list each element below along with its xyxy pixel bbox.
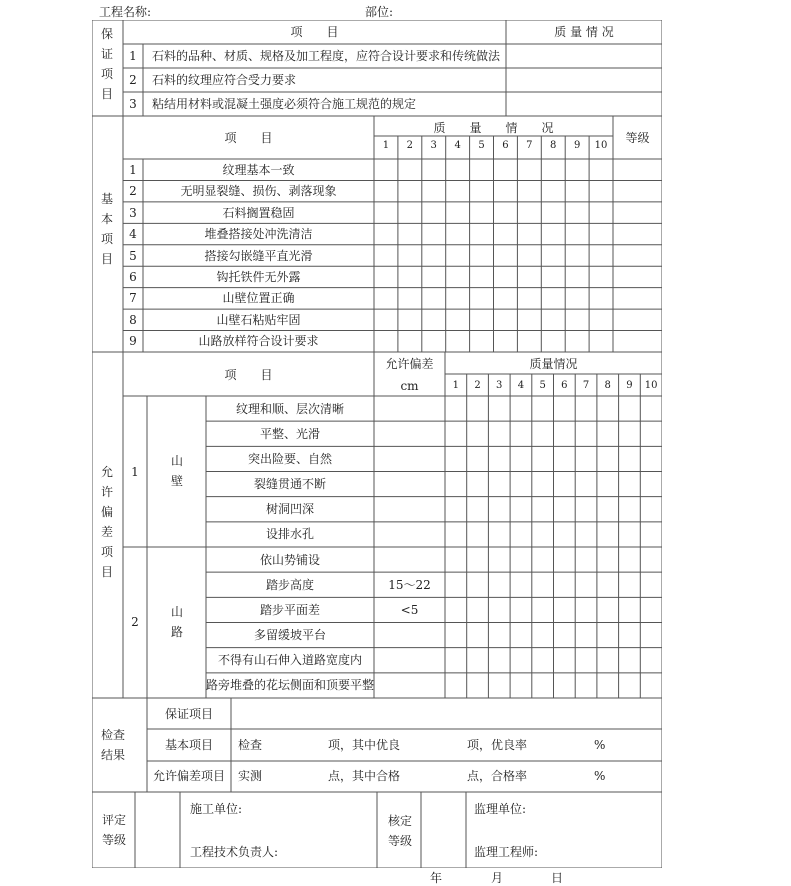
tolerance-col-number: 3 xyxy=(496,380,503,391)
footer-month: 月 xyxy=(491,871,504,885)
tolerance-pass-text: 点，其中合格 xyxy=(328,769,401,783)
basic-item-text: 山壁石粘贴牢固 xyxy=(216,312,301,327)
supervisor-label: 监理单位: xyxy=(474,802,527,816)
basic-item-no: 3 xyxy=(129,205,137,220)
basic-item-text: 山壁位置正确 xyxy=(222,291,295,306)
tolerance-item-text: 平整、光滑 xyxy=(259,426,320,441)
basic-item-no: 1 xyxy=(129,162,137,177)
basic-col-number: 2 xyxy=(406,140,414,151)
basic-item-no: 7 xyxy=(129,291,137,306)
guarantee-section-label: 保证项目 xyxy=(100,27,113,101)
tolerance-item-text: 踏步高度 xyxy=(265,577,314,592)
basic-item-text: 石料搁置稳固 xyxy=(222,205,295,220)
tolerance-item-text: 多留缓坡平台 xyxy=(253,628,326,643)
tolerance-section-label: 允许偏差项目 xyxy=(100,465,113,579)
tolerance-col-number: 1 xyxy=(452,380,460,391)
tolerance-col-number: 10 xyxy=(644,380,658,391)
builder-label: 施工单位: xyxy=(190,802,243,816)
basic-item-no: 4 xyxy=(129,227,137,242)
basic-grade-header: 等级 xyxy=(625,131,650,145)
tolerance-quality-header: 质量情况 xyxy=(529,357,578,371)
location-label: 部位: xyxy=(365,5,394,19)
basic-item-text: 搭接勾嵌缝平直光滑 xyxy=(204,248,313,263)
basic-rate-text: 项，优良率 xyxy=(467,738,528,752)
tolerance-group-name: 山壁 xyxy=(170,454,183,488)
tolerance-item-text: 裂缝贯通不断 xyxy=(253,477,326,492)
basic-section-label: 基本项目 xyxy=(100,192,113,266)
basic-col-number: 8 xyxy=(550,140,557,151)
project-name-label: 工程名称: xyxy=(99,5,152,19)
result-section-label: 检查结果 xyxy=(100,728,125,762)
footer-day: 日 xyxy=(551,871,564,885)
tolerance-measure-text: 实测 xyxy=(238,769,263,783)
tolerance-group-no: 2 xyxy=(131,615,139,629)
basic-col-number: 1 xyxy=(382,140,390,151)
basic-item-no: 5 xyxy=(129,248,137,263)
guarantee-item-no: 3 xyxy=(129,97,137,111)
tolerance-item-value: <5 xyxy=(400,602,419,617)
tolerance-col-number: 7 xyxy=(582,380,590,391)
basic-col-number: 4 xyxy=(454,140,461,151)
tolerance-col-number: 6 xyxy=(561,380,568,391)
tolerance-col-number: 2 xyxy=(474,380,481,391)
basic-item-text: 无明显裂缝、损伤、剥落现象 xyxy=(180,184,337,199)
guarantee-quality-header: 质 量 情 况 xyxy=(554,25,614,39)
tolerance-group-name: 山路 xyxy=(170,605,183,639)
basic-col-number: 3 xyxy=(430,140,437,151)
tolerance-item-text: 纹理和顺、层次清晰 xyxy=(235,401,344,416)
tolerance-item-text: 路旁堆叠的花坛侧面和顶要平整 xyxy=(206,678,375,693)
basic-quality-header: 质 量 情 况 xyxy=(433,121,554,135)
basic-item-no: 6 xyxy=(129,269,137,284)
tolerance-group-no: 1 xyxy=(131,465,139,479)
result-guarantee-label: 保证项目 xyxy=(164,707,213,721)
basic-item-text: 纹理基本一致 xyxy=(222,162,295,177)
tech-lead-label: 工程技术负责人: xyxy=(190,845,279,859)
guarantee-item-no: 2 xyxy=(129,73,137,87)
tolerance-percent: % xyxy=(594,769,606,783)
tolerance-col-number: 9 xyxy=(626,380,633,391)
basic-percent: % xyxy=(594,738,606,752)
basic-col-number: 10 xyxy=(594,140,608,151)
tolerance-col-number: 5 xyxy=(539,380,546,391)
tolerance-col-number: 8 xyxy=(604,380,611,391)
basic-item-text: 钩托铁件无外露 xyxy=(216,269,301,284)
basic-item-no: 9 xyxy=(129,334,137,349)
basic-col-number: 6 xyxy=(502,140,509,151)
rating-section-label: 评定等级 xyxy=(101,813,126,847)
tolerance-item-text: 依山势铺设 xyxy=(259,552,320,567)
basic-item-header: 项 目 xyxy=(224,131,273,145)
tolerance-unit: cm xyxy=(400,379,419,393)
basic-item-no: 2 xyxy=(129,184,137,199)
basic-col-number: 7 xyxy=(526,140,533,151)
guarantee-item-header: 项 目 xyxy=(290,25,339,39)
tolerance-rate-text: 点，合格率 xyxy=(467,769,528,783)
basic-item-no: 8 xyxy=(129,312,137,327)
tolerance-item-text: 突出险要、自然 xyxy=(247,451,332,466)
footer-year: 年 xyxy=(430,871,443,885)
tolerance-item-text: 踏步平面差 xyxy=(259,602,320,617)
tolerance-item-header: 项 目 xyxy=(224,368,273,382)
result-basic-label: 基本项目 xyxy=(164,738,213,752)
guarantee-item-text: 粘结用材料或混凝土强度必须符合施工规范的规定 xyxy=(152,97,417,111)
tolerance-allow-header: 允许偏差 xyxy=(385,357,434,371)
tolerance-col-number: 4 xyxy=(517,380,525,391)
basic-item-text: 山路放样符合设计要求 xyxy=(198,334,319,349)
engineer-label: 监理工程师: xyxy=(474,845,539,859)
basic-check-text: 检查 xyxy=(238,738,263,752)
result-tolerance-label: 允许偏差项目 xyxy=(152,769,225,783)
tolerance-item-text: 设排水孔 xyxy=(265,527,314,542)
tolerance-item-value: 15～22 xyxy=(388,577,431,592)
basic-col-number: 9 xyxy=(573,140,581,151)
tolerance-item-text: 树洞凹深 xyxy=(265,502,314,517)
guarantee-item-text: 石料的纹理应符合受力要求 xyxy=(152,73,297,87)
guarantee-item-text: 石料的品种、材质、规格及加工程度，应符合设计要求和传统做法 xyxy=(152,49,501,63)
basic-col-number: 5 xyxy=(478,140,485,151)
basic-item-text: 堆叠搭接处冲洗清洁 xyxy=(204,227,313,242)
tolerance-item-text: 不得有山石伸入道路宽度内 xyxy=(217,653,362,668)
basic-excellent-text: 项，其中优良 xyxy=(328,738,401,752)
verify-grade-label: 核定等级 xyxy=(387,814,412,848)
guarantee-item-no: 1 xyxy=(129,49,137,63)
